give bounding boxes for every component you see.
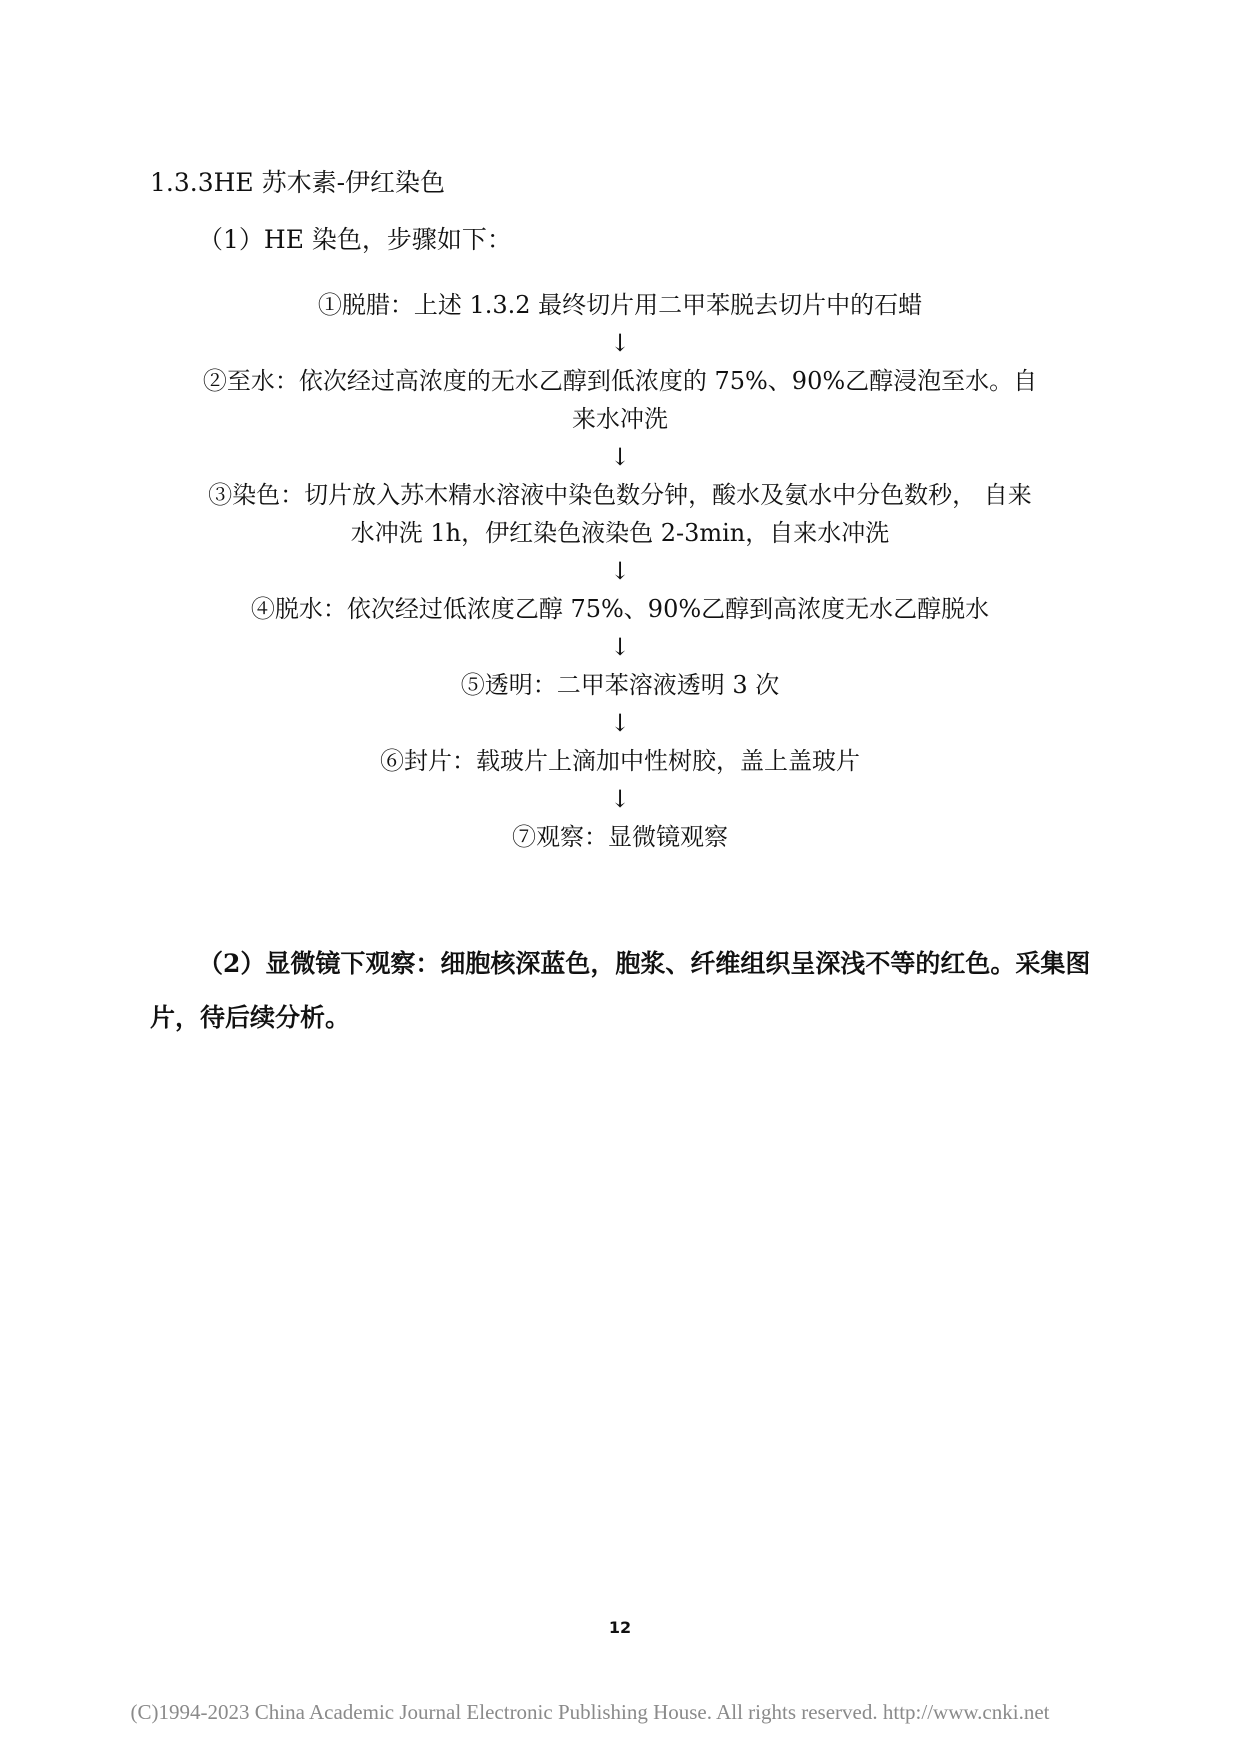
step-line: ②至水：依次经过高浓度的无水乙醇到低浓度的 75%、90%乙醇浸泡至水。自	[202, 367, 1038, 395]
flow-arrow: ↓	[609, 785, 631, 813]
step-line: ⑥封片：载玻片上滴加中性树胶，盖上盖玻片	[380, 747, 860, 775]
sub-heading: （1）HE 染色，步骤如下：	[198, 225, 512, 254]
page-number: 12	[608, 1618, 632, 1637]
observation-paragraph: （2）显微镜下观察：细胞核深蓝色，胞浆、纤维组织呈深浅不等的红色。采集图片，待后续分析。	[150, 949, 1091, 1032]
copyright-footer: (C)1994-2023 China Academic Journal Electronic Publishing House. All rights reserved. http://www.cnki.net	[130, 1700, 1050, 1724]
procedure-flowchart	[160, 286, 1080, 856]
step-dewax	[160, 286, 1080, 324]
step-line: ①脱腊：上述 1.3.2 最终切片用二甲苯脱去切片中的石蜡	[317, 291, 923, 319]
step-line: ⑤透明：二甲苯溶液透明 3 次	[460, 671, 780, 699]
section-heading: 1.3.3HE 苏木素-伊红染色	[150, 168, 446, 197]
flow-arrow: ↓	[609, 709, 631, 737]
step-mounting	[160, 742, 1080, 780]
flow-arrow: ↓	[609, 443, 631, 471]
flow-arrow: ↓	[609, 633, 631, 661]
step-clearing	[160, 666, 1080, 704]
step-line: ④脱水：依次经过低浓度乙醇 75%、90%乙醇到高浓度无水乙醇脱水	[250, 595, 990, 623]
step-observation	[160, 818, 1080, 856]
step-line: 水冲洗 1h，伊红染色液染色 2-3min，自来水冲洗	[350, 519, 890, 547]
flow-arrow: ↓	[609, 557, 631, 585]
step-line: ③染色：切片放入苏木精水溶液中染色数分钟，酸水及氨水中分色数秒， 自来	[208, 481, 1032, 509]
step-dehydration	[160, 590, 1080, 628]
step-to-water	[160, 362, 1080, 438]
step-staining	[160, 476, 1080, 552]
flow-arrow: ↓	[609, 329, 631, 357]
step-line: 来水冲洗	[572, 405, 668, 433]
step-line: ⑦观察：显微镜观察	[512, 823, 728, 851]
